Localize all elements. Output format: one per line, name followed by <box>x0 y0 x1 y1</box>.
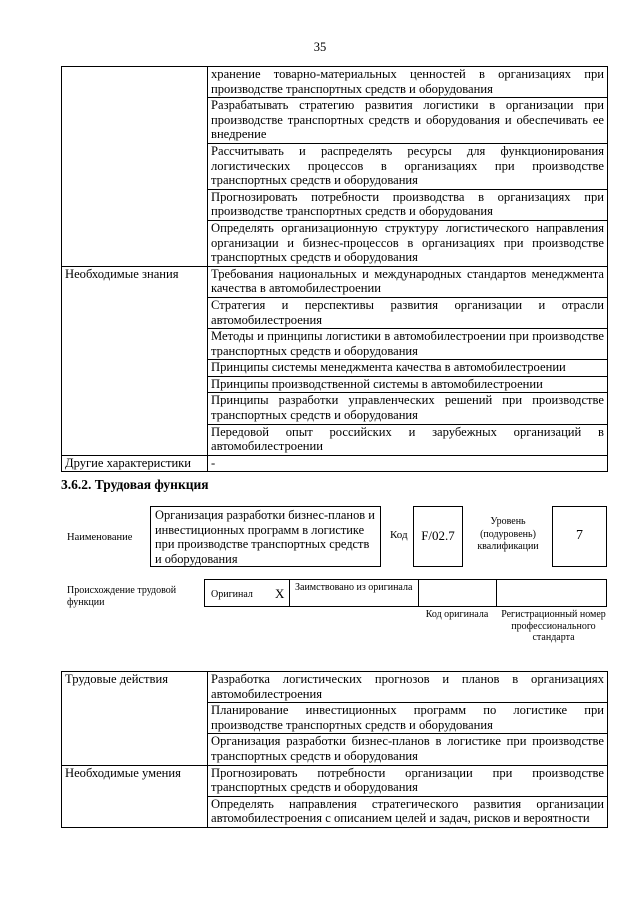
list-item: Рассчитывать и распределять ресурсы для функционирования логистических процессов в организациях при производстве транспортных средств и оборудования <box>208 143 608 189</box>
code-value: F/02.7 <box>413 506 463 567</box>
row-label-skills: Необходимые умения <box>62 765 208 827</box>
list-item: Передовой опыт российских и зарубежных организаций в автомобилестроении <box>208 424 608 455</box>
name-value: Организация разработки бизнес-планов и инвестиционных программ в логистике при производстве транспортных средств и оборудования <box>150 506 381 567</box>
origin-table <box>204 579 607 607</box>
page-number: 35 <box>313 40 327 54</box>
table-row <box>62 266 608 297</box>
level-value: 7 <box>552 506 607 567</box>
divider <box>496 579 497 607</box>
list-item: Требования национальных и международных стандартов менеджмента качества в автомобилестроении <box>208 266 608 297</box>
list-item: - <box>208 455 608 472</box>
original-mark: X <box>275 586 285 601</box>
list-item: Организация разработки бизнес-планов в логистике при производстве транспортных средств и оборудования <box>208 734 608 765</box>
original-label: Оригинал <box>211 589 253 600</box>
name-label: Наименование <box>67 532 133 543</box>
table-row <box>62 67 608 98</box>
list-item: Разработка логистических прогнозов и планов в организациях автомобилестроения <box>208 672 608 703</box>
row-label <box>62 67 208 267</box>
list-item: Стратегия и перспективы развития организации и отрасли автомобилестроения <box>208 297 608 328</box>
divider <box>289 579 290 607</box>
table-row <box>62 455 608 472</box>
list-item: Прогнозировать потребности производства в организациях при производстве транспортных средств и оборудования <box>208 189 608 220</box>
list-item: Разрабатывать стратегию развития логистики в организации при производстве транспортных средств и оборудования и обеспечивать ее внедрение <box>208 98 608 144</box>
list-item: хранение товарно-материальных ценностей в организациях при производстве транспортных средств и оборудования <box>208 67 608 98</box>
row-label-other: Другие характеристики <box>62 455 208 472</box>
actions-skills-table <box>61 671 608 828</box>
list-item: Принципы разработки управленческих решений при производстве транспортных средств и оборудования <box>208 393 608 424</box>
row-label-knowledge: Необходимые знания <box>62 266 208 455</box>
table-row <box>62 765 608 796</box>
code-label: Код <box>390 529 408 541</box>
origin-label: Происхождение трудовой функции <box>67 585 177 608</box>
list-item: Определять направления стратегического развития организации автомобилестроения с описанием целей и задач, рисков и вероятности <box>208 796 608 827</box>
list-item: Прогнозировать потребности организации при производстве транспортных средств и оборудования <box>208 765 608 796</box>
origin-code-caption: Код оригинала <box>425 609 489 620</box>
section-title: 3.6.2. Трудовая функция <box>61 477 209 492</box>
borrowed-label: Заимствовано из оригинала <box>295 582 413 593</box>
list-item: Определять организационную структуру логистического направления организации и бизнес-процессов в организациях при производстве транспортных средств и оборудования <box>208 220 608 266</box>
list-item: Планирование инвестиционных программ по логистике при производстве транспортных средств и оборудования <box>208 703 608 734</box>
list-item: Принципы производственной системы в автомобилестроении <box>208 376 608 393</box>
skills-knowledge-table <box>61 66 608 472</box>
reg-number-caption: Регистрационный номер профессионального стандарта <box>501 609 606 643</box>
list-item: Принципы системы менеджмента качества в автомобилестроении <box>208 360 608 377</box>
list-item: Методы и принципы логистики в автомобилестроении при производстве транспортных средств и оборудования <box>208 329 608 360</box>
divider <box>418 579 419 607</box>
row-label-actions: Трудовые действия <box>62 672 208 766</box>
level-label: Уровень (подуровень) квалификации <box>477 516 539 552</box>
table-row <box>62 672 608 703</box>
